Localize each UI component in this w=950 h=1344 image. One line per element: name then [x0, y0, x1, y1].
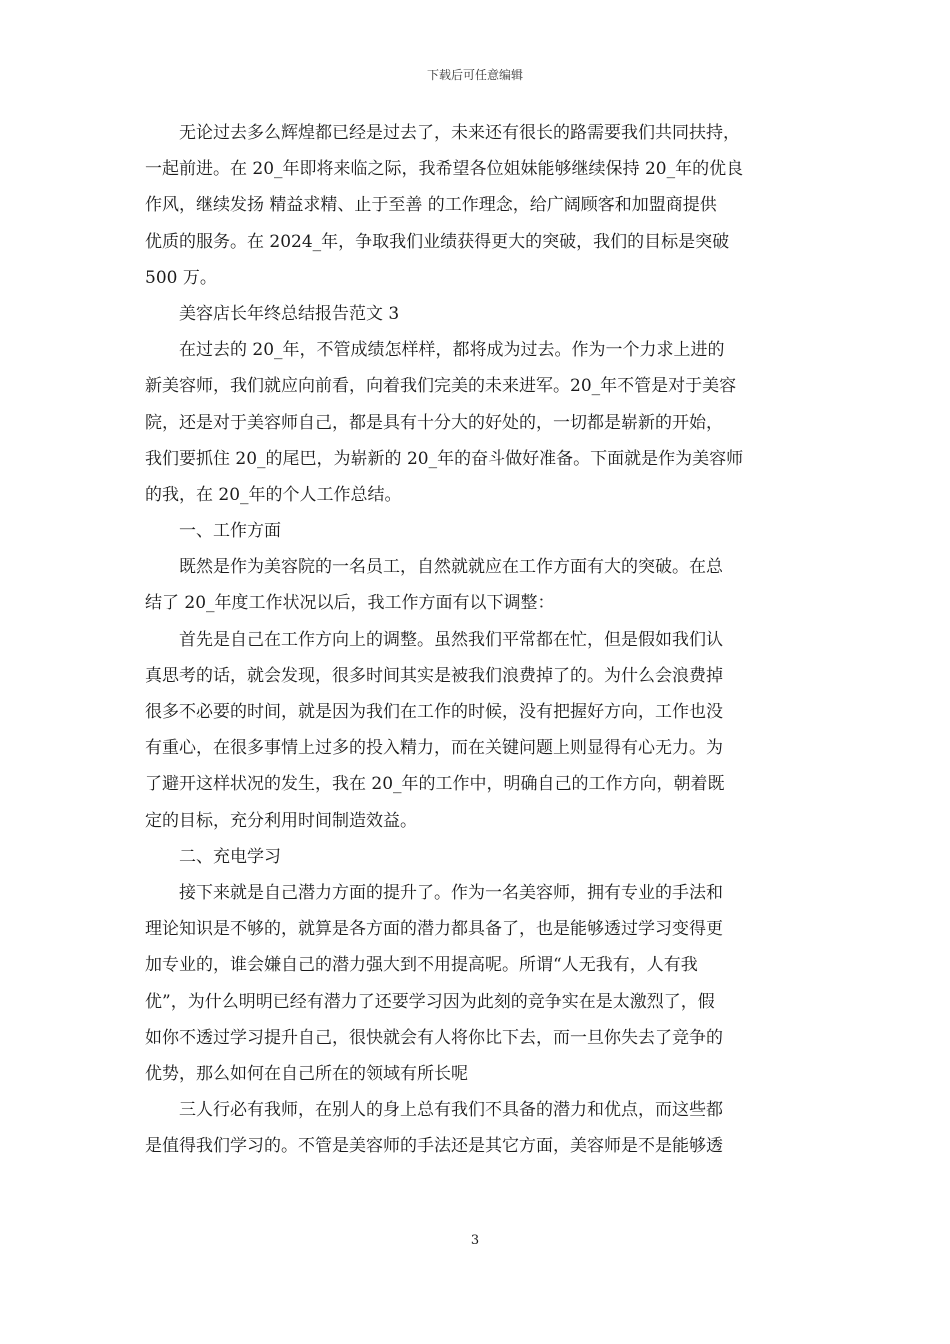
text-line: 既然是作为美容院的一名员工，自然就就应在工作方面有大的突破。在总 — [179, 557, 723, 578]
document-body — [145, 115, 815, 1164]
text-line: 有重心，在很多事情上过多的投入精力，而在关键问题上则显得有心无力。为 — [145, 738, 723, 759]
text-line: 我们要抓住 20_的尾巴，为崭新的 20_年的奋斗做好准备。下面就是作为美容师 — [145, 448, 744, 469]
text-line: 优势，那么如何在自己所在的领域有所长呢 — [145, 1063, 468, 1084]
text-line: 真思考的话，就会发现，很多时间其实是被我们浪费掉了的。为什么会浪费掉 — [145, 665, 723, 686]
text-line: 无论过去多么辉煌都已经是过去了，未来还有很长的路需要我们共同扶持， — [179, 123, 740, 143]
text-line: 了避开这样状况的发生，我在 20_年的工作中，明确自己的工作方向，朝着既 — [145, 774, 725, 795]
text-line: 接下来就是自己潜力方面的提升了。作为一名美容师，拥有专业的手法和 — [179, 882, 723, 903]
page-header: 下载后可任意编辑 — [426, 68, 523, 82]
text-line: 优质的服务。在 2024_年，争取我们业绩获得更大的突破，我们的目标是突破 — [145, 231, 730, 252]
text-line: 院，还是对于美容师自己，都是具有十分大的好处的，一切都是崭新的开始， — [145, 412, 723, 433]
text-line: 500 万。 — [145, 267, 217, 288]
page-number: 3 — [470, 1233, 480, 1248]
text-line: 很多不必要的时间，就是因为我们在工作的时候，没有把握好方向，工作也没 — [145, 702, 723, 722]
text-line: 在过去的 20_年，不管成绩怎样样，都将成为过去。作为一个力求上进的 — [179, 340, 725, 361]
text-line: 一起前进。在 20_年即将来临之际，我希望各位姐妹能够继续保持 20_年的优良 — [145, 159, 744, 180]
text-line: 优”，为什么明明已经有潜力了还要学习因为此刻的竞争实在是太激烈了，假 — [145, 991, 715, 1012]
text-line: 作风，继续发扬 精益求精、止于至善 的工作理念，给广阔顾客和加盟商提供 — [145, 195, 717, 216]
text-line: 结了 20_年度工作状况以后，我工作方面有以下调整： — [145, 593, 555, 614]
text-line: 的我，在 20_年的个人工作总结。 — [145, 484, 402, 505]
text-line: 如你不透过学习提升自己，很快就会有人将你比下去，而一旦你失去了竞争的 — [145, 1027, 723, 1048]
text-line: 新美容师，我们就应向前看，向着我们完美的未来进军。20_年不管是对于美容 — [145, 376, 737, 397]
text-line: 首先是自己在工作方向上的调整。虽然我们平常都在忙，但是假如我们认 — [179, 629, 723, 650]
text-line: 美容店长年终总结报告范文 3 — [179, 303, 400, 324]
text-line: 三人行必有我师，在别人的身上总有我们不具备的潜力和优点，而这些都 — [179, 1100, 723, 1121]
text-line: 加专业的，谁会嫌自己的潜力强大到不用提高呢。所谓“人无我有，人有我 — [145, 955, 698, 976]
text-line: 二、充电学习 — [179, 846, 281, 867]
text-line: 是值得我们学习的。不管是美容师的手法还是其它方面，美容师是不是能够透 — [145, 1136, 723, 1157]
text-line: 定的目标，充分利用时间制造效益。 — [145, 810, 417, 831]
text-line: 一、工作方面 — [179, 521, 281, 542]
text-line: 理论知识是不够的，就算是各方面的潜力都具备了，也是能够透过学习变得更 — [145, 919, 723, 940]
